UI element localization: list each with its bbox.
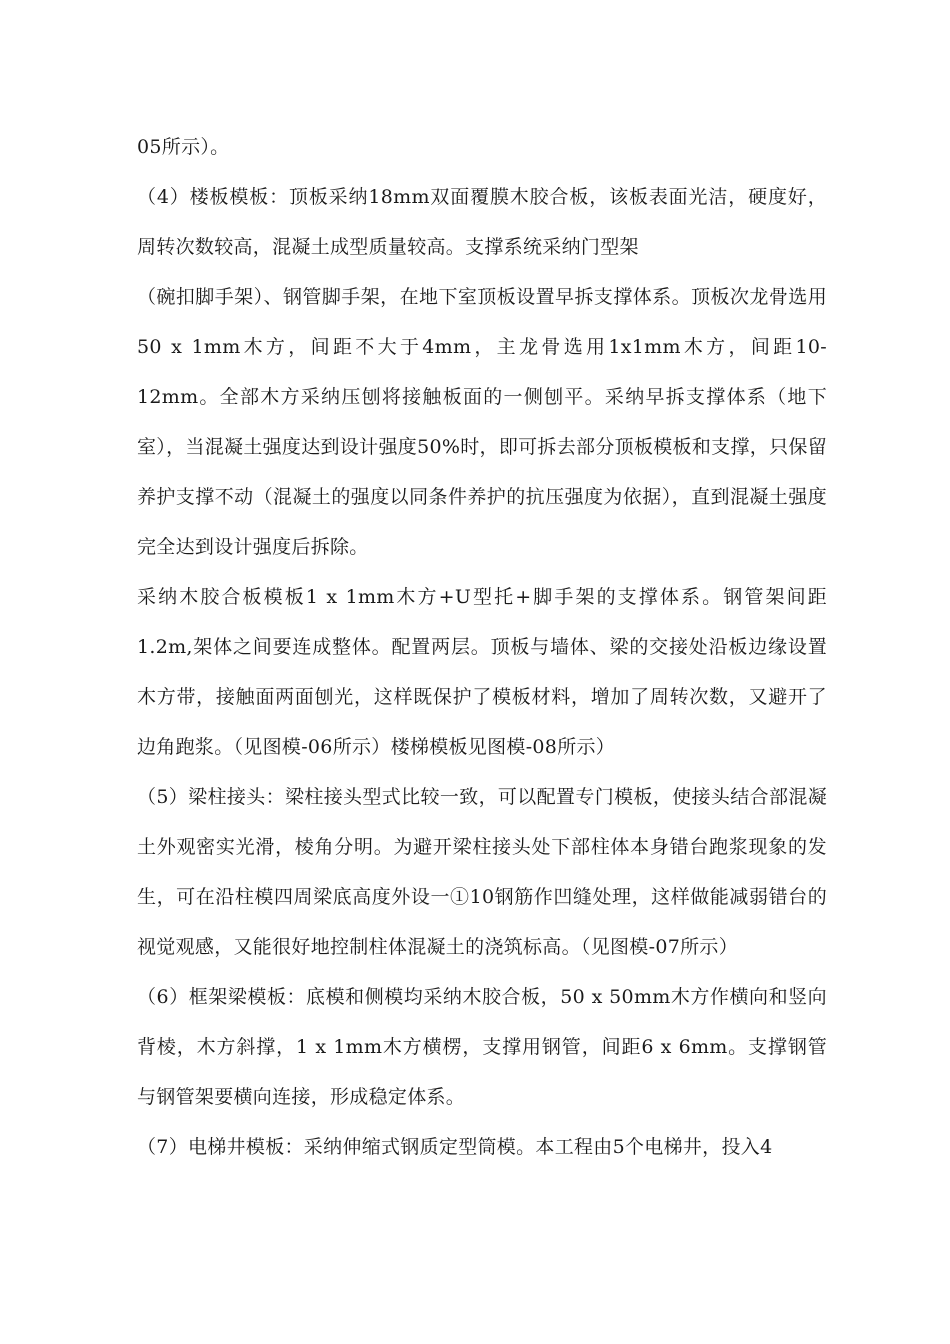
paragraph-plywood-formwork: 采纳木胶合板模板1 x 1mm木方+U型托+脚手架的支撑体系。钢管架间距1.2m,架体之间要连成整体。配置两层。顶板与墙体、梁的交接处沿板边缘设置木方带，接触面两面刨光，这样既保护了模板材料，增加了周转次数，又避开了边角跑浆。（见图模-06所示）楼梯模板见图模-08所示） (137, 586, 827, 758)
document-body (137, 122, 827, 1172)
paragraph-floor-slab-formwork: （4）楼板模板：顶板采纳18mm双面覆膜木胶合板，该板表面光洁，硬度好，周转次数较高，混凝土成型质量较高。支撑系统采纳门型架 (137, 186, 827, 258)
paragraph-support-system: （碗扣脚手架）、钢管脚手架，在地下室顶板设置早拆支撑体系。顶板次龙骨选用50 x 1mm木方，间距不大于4mm，主龙骨选用1x1mm木方，间距10-12mm。全部木方采纳压刨将接触板面的一侧刨平。采纳早拆支撑体系（地下室），当混凝土强度达到设计强度50%时，即可拆去部分顶板模板和支撑，只保留养护支撑不动（混凝土的强度以同条件养护的抗压强度为依据），直到混凝土强度完全达到设计强度后拆除。 (137, 286, 827, 558)
paragraph-frame-beam-formwork: （6）框架梁模板：底模和侧模均采纳木胶合板，50 x 50mm木方作横向和竖向背棱，木方斜撑，1 x 1mm木方横楞，支撑用钢管，间距6 x 6mm。支撑钢管与钢管架要横向连接，形成稳定体系。 (137, 986, 827, 1108)
paragraph-elevator-shaft-formwork: （7）电梯井模板：采纳伸缩式钢质定型筒模。本工程由5个电梯井，投入4 (137, 1136, 773, 1158)
paragraph-continuation: 05所示）。 (137, 136, 230, 158)
paragraph-beam-column-joint: （5）梁柱接头：梁柱接头型式比较一致，可以配置专门模板，使接头结合部混凝土外观密实光滑，棱角分明。为避开梁柱接头处下部柱体本身错台跑浆现象的发生，可在沿柱模四周梁底高度外设一①10钢筋作凹缝处理，这样做能减弱错台的视觉观感，又能很好地控制柱体混凝土的浇筑标高。（见图模-07所示） (137, 786, 827, 958)
